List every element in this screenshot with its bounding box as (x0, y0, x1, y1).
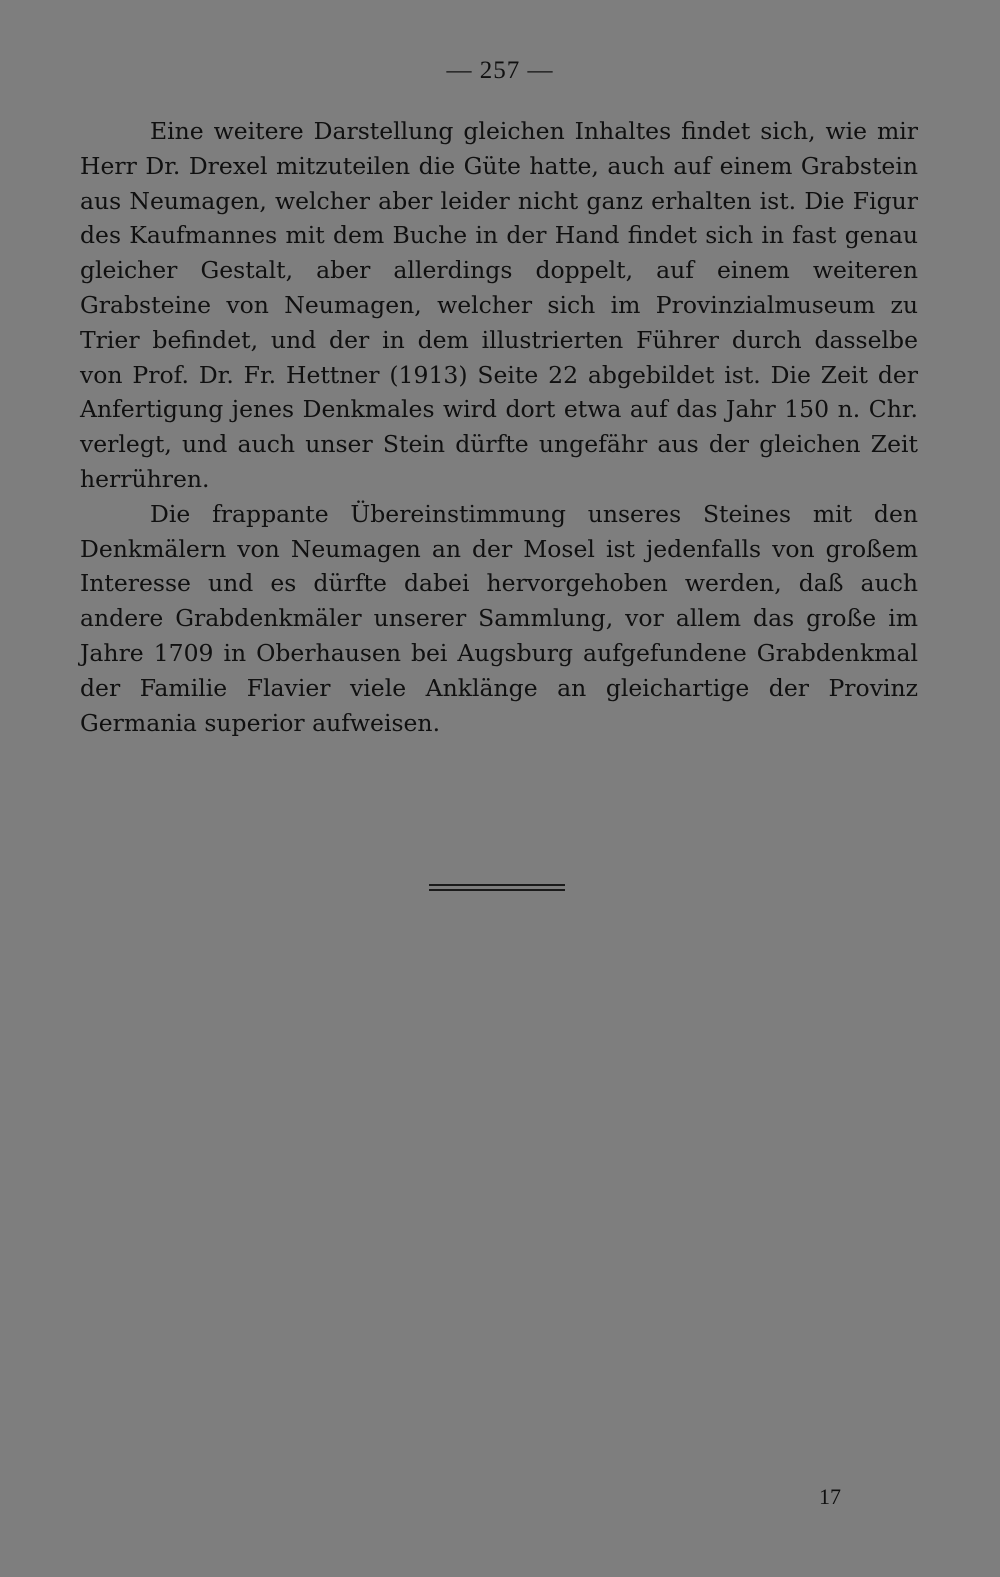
signature-mark: 17 (819, 1484, 841, 1509)
paragraph: Die frappante Übereinstimmung unseres Steines mit den Denkmälern von Neumagen an der Mosel ist jedenfalls von großem Interesse und es dürfte dabei hervorgehoben werden, daß auch andere Grabdenkmäler unserer Sammlung, vor allem das große im Jahre 1709 in Oberhausen bei Augsburg aufgefundene Grabdenkmal der Familie Flavier viele Anklänge an gleichartige der Provinz Germania superior aufweisen. (80, 499, 918, 737)
section-end-rule (429, 884, 565, 891)
paragraph: Eine weitere Darstellung gleichen Inhaltes findet sich, wie mir Herr Dr. Drexel mitzuteilen die Güte hatte, auch auf einem Grabstein aus Neumagen, welcher aber leider nicht ganz erhalten ist. Die Figur des Kaufmannes mit dem Buche in der Hand findet sich in fast genau gleicher Gestalt, aber allerdings doppelt, auf einem weiteren Grabsteine von Neumagen, welcher sich im Provinzialmuseum zu Trier befindet, und der in dem illustrierten Führer durch dasselbe von Prof. Dr. Fr. Hettner (1913) Seite 22 abgebildet ist. Die Zeit der Anfertigung jenes Denkmales wird dort etwa auf das Jahr 150 n. Chr. verlegt, und auch unser Stein dürfte ungefähr aus der gleichen Zeit herrühren. (80, 117, 918, 493)
body-text (80, 114, 918, 740)
page-number-header: — 257 — (446, 57, 554, 84)
